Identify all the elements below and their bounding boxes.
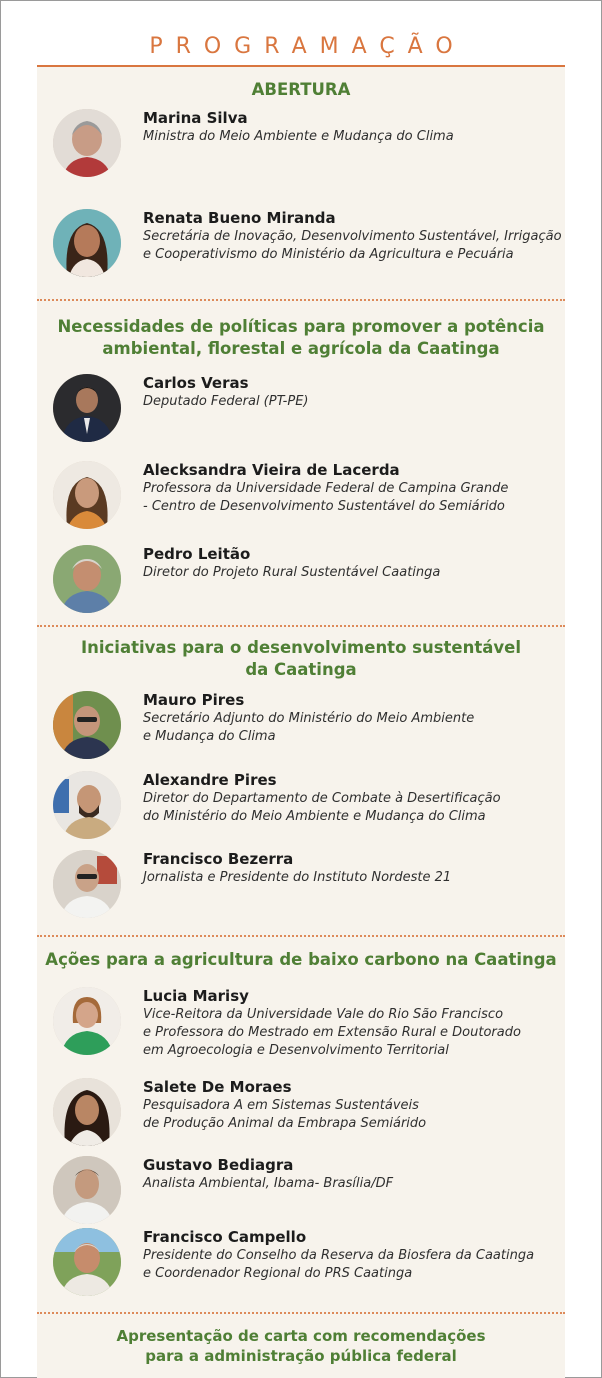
speaker-role: Pesquisadora A em Sistemas Sustentáveis de Produção Animal da Embrapa Semiárido (143, 1098, 427, 1131)
speaker-photo (53, 109, 121, 177)
speaker-photo (53, 545, 121, 613)
page-title: PROGRAMAÇÃO (149, 34, 466, 59)
speaker-role: Secretário Adjunto do Ministério do Meio Ambiente e Mudança do Clima (143, 711, 475, 744)
section-divider (37, 935, 565, 937)
speaker-name: Marina Silva (143, 109, 248, 127)
speaker-name: Lucia Marisy (143, 987, 249, 1005)
speaker-role: Diretor do Projeto Rural Sustentável Caatinga (143, 565, 441, 580)
section-title-carta: Apresentação de carta com recomendações para a administração pública federal (116, 1327, 486, 1365)
speaker-name: Salete De Moraes (143, 1078, 292, 1096)
speaker-name: Carlos Veras (143, 374, 249, 392)
speaker-photo (53, 461, 121, 529)
section-title-politicas: Necessidades de políticas para promover a potência ambiental, florestal e agrícola da Caatinga (57, 317, 545, 358)
speaker-photo (53, 850, 121, 918)
speaker-name: Gustavo Bediagra (143, 1156, 294, 1174)
speaker-role: Diretor do Departamento de Combate à Desertificação do Ministério do Meio Ambiente e Mudança do Clima (143, 791, 501, 824)
speaker-photo (53, 987, 121, 1055)
section-divider (37, 625, 565, 627)
speaker-role: Vice-Reitora da Universidade Vale do Rio São Francisco e Professora do Mestrado em Extensão Rural e Doutorado em Agroecologia e Desenvolvimento Territorial (143, 1007, 521, 1058)
speaker-name: Pedro Leitão (143, 545, 251, 563)
speaker-name: Francisco Campello (143, 1228, 307, 1246)
speaker-photo (53, 1156, 121, 1224)
speaker-photo (53, 209, 121, 277)
speaker-name: Renata Bueno Miranda (143, 209, 336, 227)
speaker-photo (53, 771, 121, 839)
section-title-iniciativas: Iniciativas para o desenvolvimento sustentável da Caatinga (80, 638, 521, 679)
speaker-name: Mauro Pires (143, 691, 245, 709)
section-divider (37, 1312, 565, 1314)
speaker-role: Analista Ambiental, Ibama- Brasília/DF (143, 1176, 394, 1191)
speaker-photo (53, 1078, 121, 1146)
speaker-role: Jornalista e Presidente do Instituto Nordeste 21 (143, 870, 452, 885)
speaker-name: Alecksandra Vieira de Lacerda (143, 461, 400, 479)
section-title-acoes: Ações para a agricultura de baixo carbono na Caatinga (45, 950, 557, 969)
section-title-abertura: ABERTURA (251, 80, 351, 99)
speaker-role: Deputado Federal (PT-PE) (143, 394, 309, 409)
speaker-name: Alexandre Pires (143, 771, 277, 789)
speaker-photo (53, 1228, 121, 1296)
speaker-role: Presidente do Conselho da Reserva da Biosfera da Caatinga e Coordenador Regional do PRS Caatinga (143, 1248, 535, 1281)
speaker-photo (53, 374, 121, 442)
speaker-role: Secretária de Inovação, Desenvolvimento Sustentável, Irrigação e Cooperativismo do Ministério da Agricultura e Pecuária (143, 229, 562, 262)
speaker-name: Francisco Bezerra (143, 850, 294, 868)
speaker-role: Ministra do Meio Ambiente e Mudança do Clima (143, 129, 454, 144)
speaker-photo (53, 691, 121, 759)
section-divider (37, 299, 565, 301)
speaker-role: Professora da Universidade Federal de Campina Grande - Centro de Desenvolvimento Sustentável do Semiárido (143, 481, 509, 514)
